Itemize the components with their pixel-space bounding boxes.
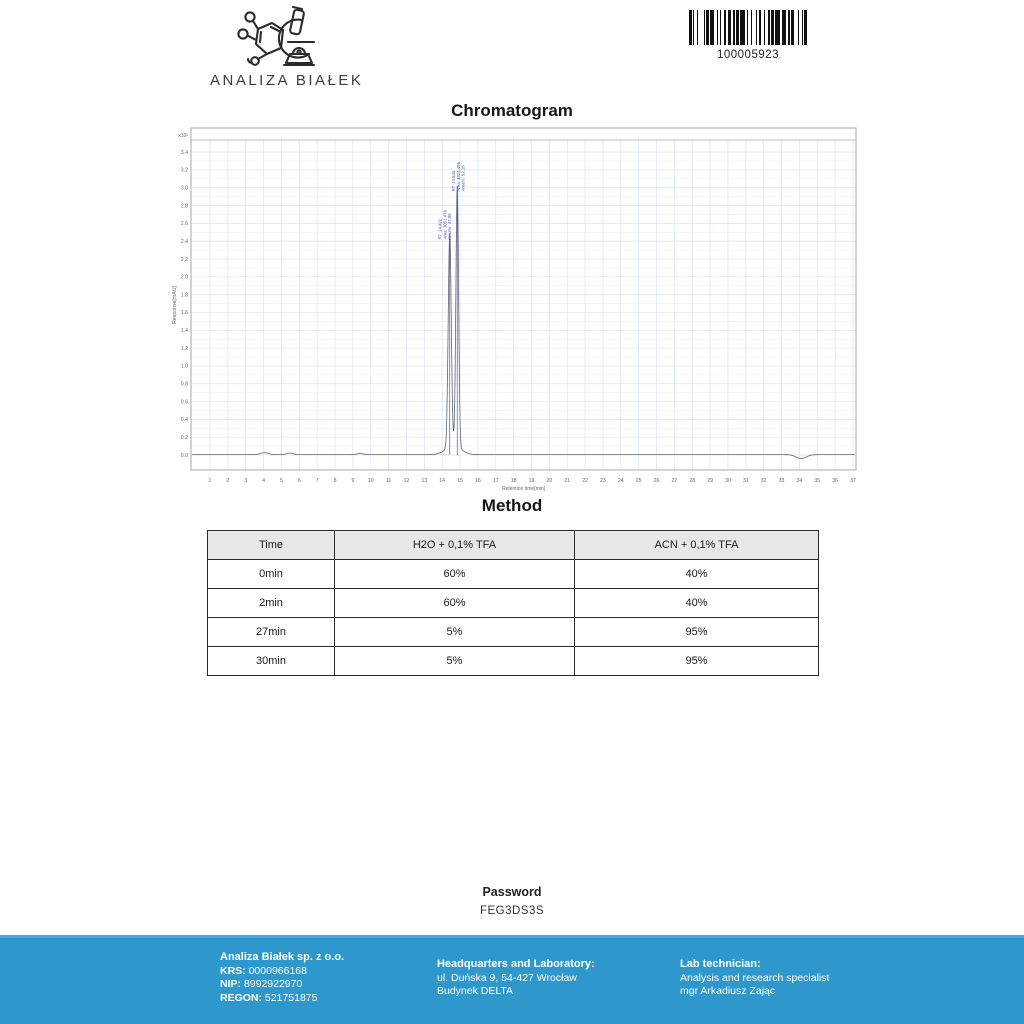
svg-text:0.4: 0.4 [180, 417, 188, 424]
svg-text:12: 12 [403, 478, 410, 484]
table-cell: 27min [208, 618, 335, 647]
svg-text:9: 9 [351, 478, 355, 484]
svg-text:16: 16 [475, 478, 481, 484]
svg-text:1.4: 1.4 [180, 328, 188, 335]
svg-text:36: 36 [832, 478, 839, 484]
svg-text:21: 21 [564, 478, 571, 484]
svg-text:1.0: 1.0 [180, 363, 188, 370]
table-row [208, 618, 819, 647]
technician-heading: Lab technician: [680, 958, 761, 970]
company-regon: REGON: 521751875 [220, 991, 318, 1004]
svg-text:2.2: 2.2 [180, 256, 188, 263]
method-title: Method [481, 496, 543, 515]
company-logo [210, 4, 364, 89]
svg-text:20: 20 [546, 478, 553, 484]
svg-text:0.2: 0.2 [180, 434, 188, 441]
svg-text:15: 15 [457, 478, 463, 484]
table-cell: 40% [575, 560, 819, 589]
barcode-bars [678, 10, 818, 45]
svg-text:RT: 14.422: RT: 14.422 [437, 218, 443, 240]
svg-text:Area%: 52.15: Area%: 52.15 [460, 165, 466, 192]
svg-text:29: 29 [707, 478, 713, 484]
chromatogram-chart [168, 124, 868, 496]
svg-text:3: 3 [244, 478, 248, 484]
svg-text:34: 34 [796, 478, 803, 484]
svg-text:3.2: 3.2 [180, 167, 188, 174]
svg-text:4: 4 [262, 478, 266, 484]
svg-text:7: 7 [315, 478, 319, 484]
password-value: FEG3DS3S [479, 905, 545, 917]
table-row [208, 647, 819, 676]
svg-text:32: 32 [760, 478, 767, 484]
method-col-header: H2O + 0,1% TFA [335, 531, 575, 560]
svg-text:2.6: 2.6 [180, 221, 188, 228]
svg-text:35: 35 [814, 478, 821, 484]
company-krs: KRS: 0000966168 [220, 964, 307, 977]
svg-text:2: 2 [226, 478, 230, 484]
table-cell: 0min [208, 560, 335, 589]
footer-headquarters-block [437, 958, 595, 999]
table-row [208, 560, 819, 589]
svg-text:0.6: 0.6 [180, 399, 188, 406]
company-name: Analiza Białek sp. z o.o. [220, 951, 345, 963]
barcode-bar [804, 10, 807, 45]
svg-text:3.0: 3.0 [180, 185, 188, 192]
svg-text:2.4: 2.4 [180, 238, 188, 245]
table-cell: 60% [335, 589, 575, 618]
svg-text:23: 23 [600, 478, 606, 484]
chemistry-microscope-icon [225, 4, 335, 70]
svg-text:37: 37 [850, 478, 856, 484]
svg-text:17: 17 [492, 478, 499, 484]
barcode-value: 100005923 [716, 49, 780, 61]
headquarters-building: Budynek DELTA [437, 985, 514, 997]
footer-company-block [220, 951, 344, 1005]
svg-text:10: 10 [367, 478, 374, 484]
method-col-header: ACN + 0,1% TFA [575, 531, 819, 560]
table-cell: 5% [335, 618, 575, 647]
technician-role: Analysis and research specialist [680, 971, 830, 984]
method-col-header: Time [208, 531, 335, 560]
table-cell: 60% [335, 560, 575, 589]
svg-text:6: 6 [297, 478, 301, 484]
svg-text:25: 25 [635, 478, 642, 484]
svg-text:Area%: 47.85: Area%: 47.85 [447, 213, 453, 240]
svg-text:RT: 14.843: RT: 14.843 [451, 170, 457, 192]
table-cell: 95% [575, 647, 819, 676]
svg-text:5: 5 [279, 478, 283, 484]
svg-text:31: 31 [742, 478, 749, 484]
svg-text:14: 14 [439, 478, 446, 484]
svg-text:0.8: 0.8 [180, 381, 188, 388]
table-cell: 95% [575, 618, 819, 647]
svg-text:Response[mAU]: Response[mAU] [172, 286, 178, 324]
table-cell: 5% [335, 647, 575, 676]
table-cell: 2min [208, 589, 335, 618]
svg-text:8: 8 [333, 478, 337, 484]
svg-text:1: 1 [208, 478, 212, 484]
svg-text:33: 33 [778, 478, 785, 484]
svg-text:27: 27 [671, 478, 678, 484]
technician-name: mgr Arkadiusz Zając [680, 985, 776, 997]
method-table [207, 530, 819, 676]
barcode [678, 10, 818, 61]
svg-text:24: 24 [617, 478, 624, 484]
svg-text:19: 19 [528, 478, 535, 484]
svg-text:1.2: 1.2 [180, 345, 188, 352]
svg-text:18: 18 [510, 478, 517, 484]
svg-text:0.0: 0.0 [180, 452, 188, 459]
headquarters-heading: Headquarters and Laboratory: [437, 958, 595, 970]
chromatogram-title: Chromatogram [451, 101, 573, 120]
svg-text:3.4: 3.4 [180, 149, 188, 156]
svg-text:1.8: 1.8 [180, 292, 188, 299]
headquarters-address: ul. Duńska 9, 54-427 Wrocław [437, 971, 577, 984]
svg-text:28: 28 [689, 478, 696, 484]
footer-technician-block [680, 958, 829, 999]
svg-text:26: 26 [653, 478, 660, 484]
footer [0, 935, 1024, 1024]
table-cell: 40% [575, 589, 819, 618]
logo-text: ANALIZA BIAŁEK [210, 72, 364, 89]
svg-text:Area: 3051.478: Area: 3051.478 [442, 210, 448, 240]
svg-text:1.6: 1.6 [180, 310, 188, 317]
svg-text:Retention time[min]: Retention time[min] [501, 486, 546, 492]
svg-text:Area: 3324.496: Area: 3324.496 [455, 162, 461, 192]
svg-text:11: 11 [385, 478, 392, 484]
svg-text:2.8: 2.8 [180, 203, 188, 210]
svg-text:2.0: 2.0 [180, 274, 188, 281]
table-row [208, 589, 819, 618]
company-nip: NIP: 8992922970 [220, 978, 303, 990]
svg-text:30: 30 [725, 478, 731, 484]
svg-text:13: 13 [421, 478, 428, 484]
svg-text:22: 22 [582, 478, 588, 484]
svg-text:x10²: x10² [178, 133, 188, 139]
password-label: Password [482, 885, 542, 899]
table-cell: 30min [208, 647, 335, 676]
